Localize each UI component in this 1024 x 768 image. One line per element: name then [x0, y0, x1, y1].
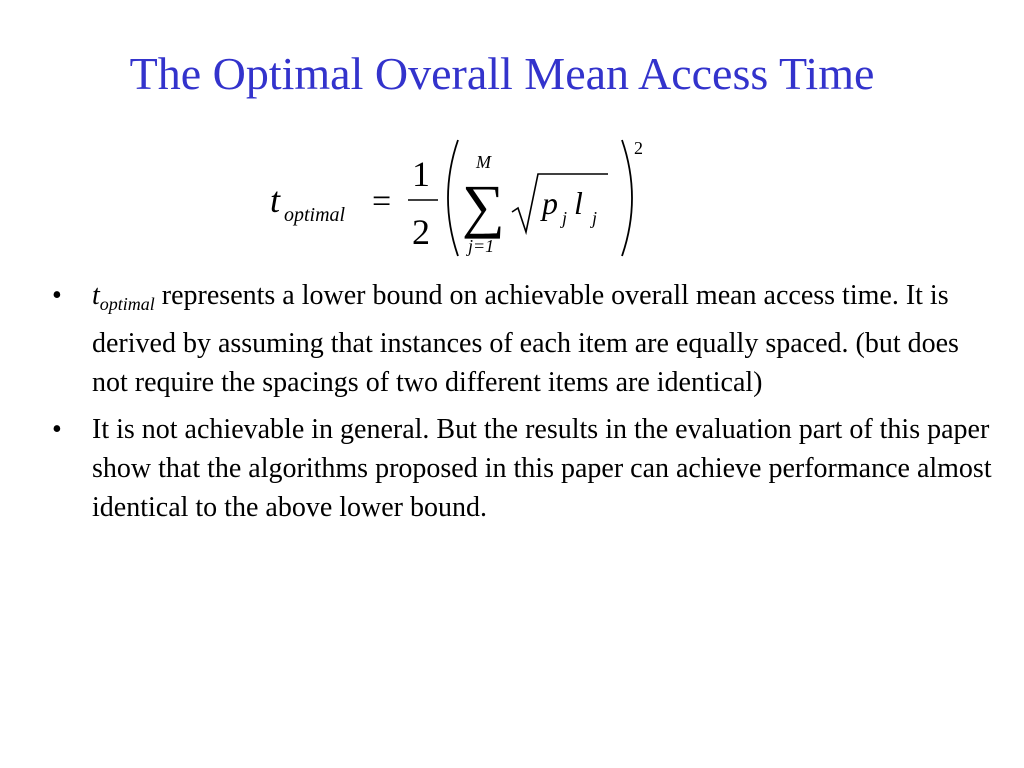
formula-term-l: l: [574, 185, 583, 221]
formula-svg: [262, 128, 662, 268]
formula-term-l-sub: j: [592, 208, 598, 228]
formula-lhs-sub: optimal: [284, 204, 346, 226]
bullet-marker: •: [52, 280, 62, 311]
slide-title: The Optimal Overall Mean Access Time: [129, 48, 875, 99]
formula-sum-symbol: ∑: [462, 173, 505, 239]
bullet-text: It is not achievable in general. But the results in the evaluation part of this paper show that the algorithms proposed in this paper can achieve performance almost identical to the above lower bound.: [92, 414, 992, 523]
formula-sum-lower: j=1: [468, 236, 495, 256]
bullet-lead-sub: optimal: [99, 294, 155, 314]
bullet-marker: •: [52, 414, 62, 445]
formula-lhs-var: t: [270, 180, 281, 220]
bullet-item-1: [48, 276, 998, 402]
formula-exponent: 2: [634, 138, 643, 158]
optimal-time-formula: [262, 128, 662, 268]
bullet-lead-var: t: [92, 280, 100, 311]
bullet-list: [48, 276, 998, 535]
formula-left-paren: [448, 140, 458, 256]
formula-frac-numerator: 1: [412, 154, 430, 194]
formula-equals: =: [372, 183, 392, 220]
bullet-text: represents a lower bound on achievable overall mean access time. It is derived by assuming that instances of each item are equally spaced. (but does not require the spacings of two different items are identical): [92, 280, 959, 398]
formula-right-paren: [622, 140, 632, 256]
formula-frac-denominator: 2: [412, 212, 430, 252]
bullet-item-2: [48, 410, 998, 527]
formula-sum-upper: M: [476, 152, 491, 172]
formula-term-p-sub: j: [562, 208, 568, 228]
formula-term-p: p: [542, 185, 558, 221]
